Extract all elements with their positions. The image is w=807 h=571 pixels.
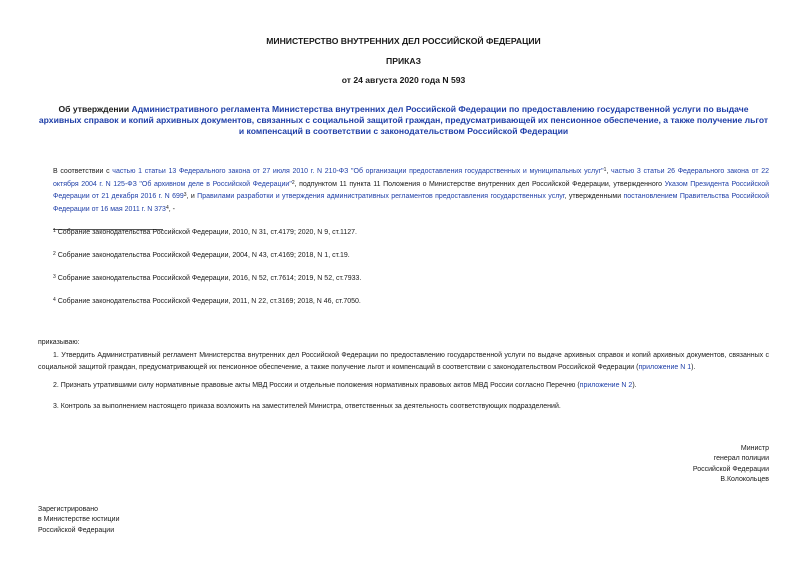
- footnote-text: Собрание законодательства Российской Федерации, 2016, N 52, ст.7614; 2019, N 52, ст.7933.: [57, 275, 362, 282]
- preamble-text-4: , и: [186, 193, 198, 201]
- footnote-number: 4: [53, 297, 56, 303]
- signature-rank: генерал полиции: [713, 455, 769, 463]
- footnote-2: [53, 250, 350, 260]
- preamble-text-1: В соответствии с: [53, 168, 113, 175]
- footnote-number: 3: [53, 274, 56, 280]
- signature-title: Министр: [740, 445, 769, 452]
- preamble-link-law-210[interactable]: частью 1 статьи 13 Федерального закона от 27 июля 2010 г. N 210-ФЗ "Об организации предоставления государственных и муниципальных услуг": [112, 168, 604, 175]
- preamble-text-6: , -: [168, 205, 175, 213]
- item-1-text: 1. Утвердить Административный регламент Министерства внутренних дел Российской Федерации по предоставлению государственной услуги по выдаче архивных справок и копий архивных документов, связанных с социальной защитой граждан, предусматривающей их пенсионное обеспечение, а также получение льгот и компенсаций в соответствии с законодательством Российской Федерации (: [38, 352, 769, 371]
- preamble-link-decree-699[interactable]: Указом Президента Российской Федерации от 21 декабря 2016 г. N 699: [53, 180, 770, 201]
- item-2-end: ).: [632, 382, 637, 389]
- footnote-text: Собрание законодательства Российской Федерации, 2004, N 43, ст.4169; 2018, N 1, ст.19.: [57, 252, 350, 259]
- order-item-2: [53, 381, 769, 391]
- footnote-ref-2[interactable]: 2: [291, 179, 295, 186]
- footnote-ref-4[interactable]: 4: [165, 204, 169, 211]
- preamble: [53, 165, 769, 215]
- footnote-number: 1: [53, 228, 56, 234]
- item-2-text: 2. Признать утратившими силу нормативные правовые акты МВД России и отдельные положения нормативных правовых актов МВД России согласно Перечню (: [53, 382, 580, 389]
- footnote-text: Собрание законодательства Российской Федерации, 2011, N 22, ст.3169; 2018, N 46, ст.7050.: [57, 298, 361, 305]
- preamble-text-2: ,: [606, 168, 612, 175]
- signature-name: В.Колокольцев: [720, 476, 769, 484]
- signature-block: [693, 444, 769, 486]
- footnote-3: [53, 273, 361, 283]
- footnote-ref-1[interactable]: 1: [603, 167, 607, 173]
- title-link[interactable]: Административного регламента Министерства внутренних дел Российской Федерации по предоставлению государственной услуги по выдаче архивных справок и копий архивных документов, связанных с социальной защитой граждан, предусматривающей их пенсионное обеспечение, а также получение льгот и компенсаций в соответствии с законодательством Российской Федерации: [38, 104, 769, 136]
- registration-note: [38, 505, 119, 536]
- registration-line-3: Российской Федерации: [38, 526, 115, 534]
- order-item-1: [38, 350, 769, 373]
- doc-date: от 24 августа 2020 года N 593: [341, 75, 466, 85]
- footnote-text: Собрание законодательства Российской Федерации, 2010, N 31, ст.4179; 2020, N 9, ст.1127.: [57, 229, 357, 236]
- document-title: [38, 104, 769, 137]
- preamble-text-3: , подпунктом 11 пункта 11 Положения о Министерстве внутренних дел Российской Федерации, утвержденного: [294, 180, 665, 188]
- preamble-link-law-125[interactable]: частью 3 статьи 26 Федерального закона от 22 октября 2004 г. N 125-ФЗ "Об архивном деле в Российской Федерации": [53, 168, 769, 188]
- footnote-number: 2: [53, 251, 56, 257]
- appendix-2-link[interactable]: приложение N 2: [579, 382, 633, 389]
- footnote-1: [53, 227, 357, 237]
- item-1-end: ).: [691, 363, 696, 371]
- registration-line-2: в Министерстве юстиции: [38, 516, 120, 524]
- order-word: приказываю:: [38, 339, 80, 346]
- order-item-3: 3. Контроль за выполнением настоящего приказа возложить на заместителей Министра, ответственных за деятельность соответствующих подразделений.: [53, 403, 561, 410]
- doc-type-heading: ПРИКАЗ: [386, 56, 421, 66]
- ministry-heading: МИНИСТЕРСТВО ВНУТРЕННИХ ДЕЛ РОССИЙСКОЙ ФЕДЕРАЦИИ: [266, 36, 541, 46]
- title-prefix: Об утверждении: [58, 104, 132, 114]
- preamble-link-rules[interactable]: Правилами разработки и утверждения административных регламентов предоставления государственных услуг: [197, 193, 565, 201]
- footnote-4: [53, 296, 361, 306]
- footnote-ref-3[interactable]: 3: [183, 192, 187, 199]
- registration-line-1: Зарегистрировано: [38, 506, 98, 513]
- preamble-link-resolution-373[interactable]: постановлением Правительства Российской Федерации от 16 мая 2011 г. N 373: [53, 193, 769, 213]
- preamble-text-5: , утвержденными: [564, 193, 624, 201]
- appendix-1-link[interactable]: приложение N 1: [638, 363, 692, 371]
- signature-country: Российской Федерации: [692, 465, 769, 473]
